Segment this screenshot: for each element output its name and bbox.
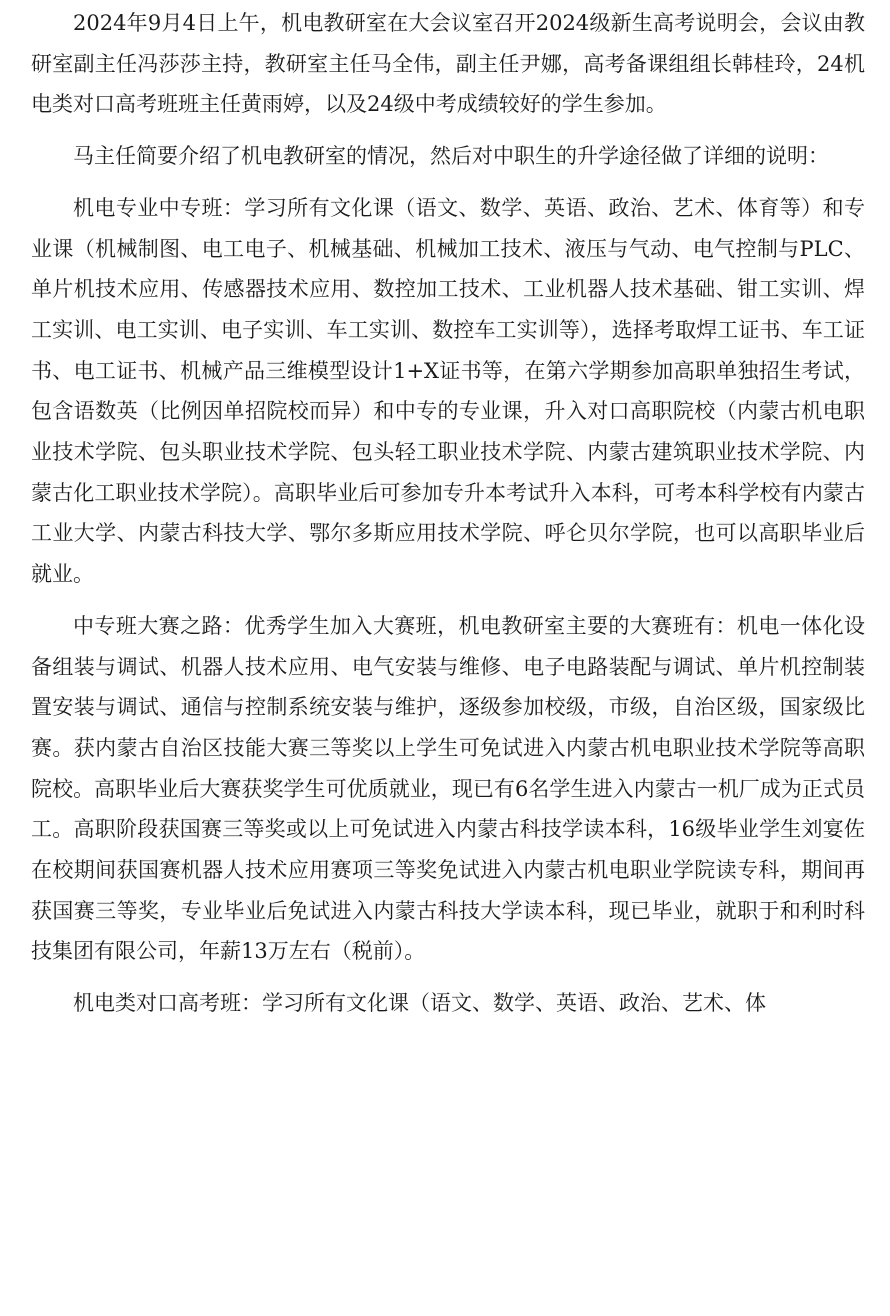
paragraph-college-exam-class: 机电类对口高考班：学习所有文化课（语文、数学、英语、政治、艺术、体: [73, 991, 766, 1016]
document-page: [31, 0, 865, 1024]
paragraph-competition-path: 中专班大赛之路：优秀学生加入大赛班，机电教研室主要的大赛班有：机电一体化设备组装与调试、机器人技术应用、电气安装与维修、电子电路装配与调试、单片机控制装置安装与调试、通信与控制系统安装与维护，逐级参加校级，市级，自治区级，国家级比赛。获内蒙古自治区技能大赛三等奖以上学生可免试进入内蒙古机电职业技术学院等高职院校。高职毕业后大赛获奖学生可优质就业，现已有6名学生进入内蒙古一机厂成为正式员工。高职阶段获国赛三等奖或以上可免试进入内蒙古科技学读本科，16级毕业学生刘宴佐在校期间获国赛机器人技术应用赛项三等奖免试进入内蒙古机电职业学院读专科，期间再获国赛三等奖，专业毕业后免试进入内蒙古科技大学读本科，现已毕业，就职于和利时科技集团有限公司，年薪13万左右（税前）。: [31, 613, 865, 964]
paragraph-meeting-intro: 2024年9月4日上午，机电教研室在大会议室召开2024级新生高考说明会，会议由教研室副主任冯莎莎主持，教研室主任马全伟，副主任尹娜，高考备课组组长韩桂玲，24机电类对口高考班班主任黄雨婷，以及24级中考成绩较好的学生参加。: [31, 11, 865, 117]
paragraph-director-intro: 马主任简要介绍了机电教研室的情况，然后对中职生的升学途径做了详细的说明：: [73, 144, 829, 169]
paragraph-secondary-vocational-class: 机电专业中专班：学习所有文化课（语文、数学、英语、政治、艺术、体育等）和专业课（机械制图、电工电子、机械基础、机械加工技术、液压与气动、电气控制与PLC、单片机技术应用、传感器技术应用、数控加工技术、工业机器人技术基础、钳工实训、焊工实训、电工实训、电子实训、车工实训、数控车工实训等），选择考取焊工证书、车工证书、电工证书、机械产品三维模型设计1+X证书等，在第六学期参加高职单独招生考试，包含语数英（比例因单招院校而异）和中专的专业课，升入对口高职院校（内蒙古机电职业技术学院、包头职业技术学院、包头轻工职业技术学院、内蒙古建筑职业技术学院、内蒙古化工职业技术学院）。高职毕业后可参加专升本考试升入本科，可考本科学校有内蒙古工业大学、内蒙古科技大学、鄂尔多斯应用技术学院、呼仑贝尔学院，也可以高职毕业后就业。: [31, 195, 865, 587]
